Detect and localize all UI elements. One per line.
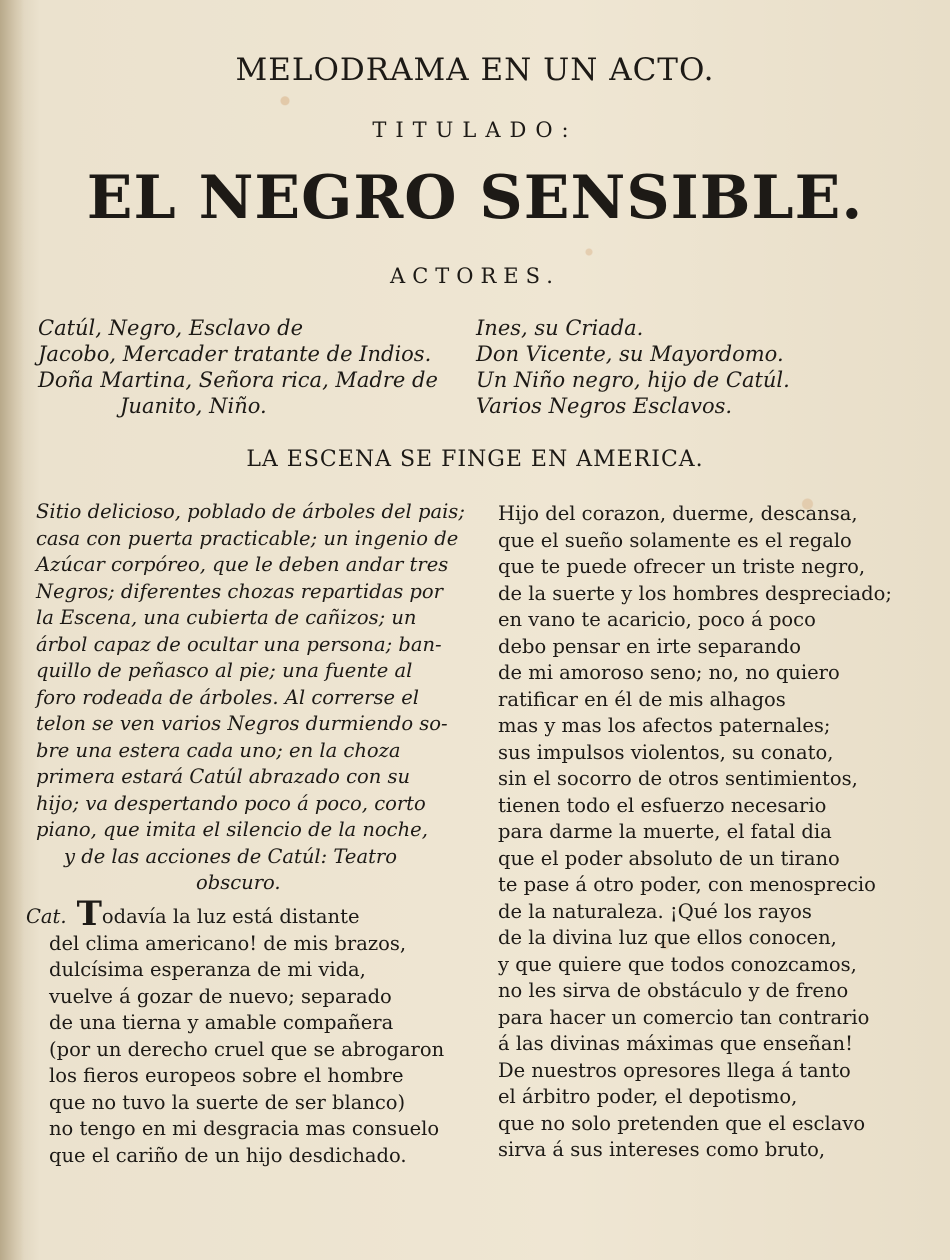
- cast-entry: Un Niño negro, hijo de Catúl.: [476, 368, 790, 392]
- cast-entry: Catúl, Negro, Esclavo de: [38, 316, 304, 340]
- text-line: de una tierna y amable compañera: [49, 1011, 394, 1034]
- stage-direction: [36, 499, 466, 897]
- speech-first-line: [26, 894, 466, 934]
- text-line: para hacer un comercio tan contrario: [498, 1005, 870, 1029]
- cast-entry: Jacobo, Mercader tratante de Indios.: [38, 342, 432, 366]
- cast-list-left: [38, 315, 458, 419]
- text-line: y que quiere que todos conozcamos,: [498, 952, 857, 976]
- text-line: el árbitro poder, el depotismo,: [498, 1085, 798, 1108]
- text-line: vuelve á gozar de nuevo; separado: [49, 984, 392, 1008]
- text-line: árbol capaz de ocultar una persona; ban-: [36, 632, 442, 656]
- text-line: que el sueño solamente es el regalo: [498, 528, 852, 552]
- cast-entry: Varios Negros Esclavos.: [476, 394, 733, 418]
- text-line: que el poder absoluto de un tirano: [498, 846, 840, 870]
- drop-cap: T: [76, 894, 102, 934]
- text-line: bre una estera cada uno; en la choza: [36, 738, 401, 762]
- actores-heading: ACTORES.: [390, 264, 560, 288]
- text-line: de la naturaleza. ¡Qué los rayos: [498, 899, 812, 923]
- text-line: que no solo pretenden que el esclavo: [498, 1111, 866, 1135]
- text-line: y de las acciones de Catúl: Teatro: [64, 844, 397, 868]
- text-line: Hijo del corazon, duerme, descansa,: [498, 502, 858, 525]
- right-column-verse: [490, 501, 920, 1164]
- text-line: piano, que imita el silencio de la noche,: [36, 818, 428, 841]
- text-line: á las divinas máximas que enseñan!: [498, 1032, 853, 1055]
- scene-setting-heading: LA ESCENA SE FINGE EN AMERICA.: [246, 447, 704, 472]
- catul-speech: [26, 894, 466, 1169]
- text-line: sirva á sus intereses como bruto,: [498, 1138, 826, 1161]
- cast-entry: Doña Martina, Señora rica, Madre de: [38, 368, 438, 392]
- text-line: tienen todo el esfuerzo necesario: [498, 793, 827, 817]
- text-line: telon se ven varios Negros durmiendo so-: [36, 712, 448, 735]
- cast-list-right: [476, 315, 896, 419]
- cast-entry: Juanito, Niño.: [120, 394, 267, 418]
- text-line: hijo; va despertando poco á poco, corto: [36, 791, 426, 815]
- play-title: EL NEGRO SENSIBLE.: [86, 163, 864, 233]
- text-line: quillo de peñasco al pie; una fuente al: [36, 659, 413, 682]
- text-line: mas y mas los afectos paternales;: [498, 714, 831, 737]
- text-line: de mi amoroso seno; no, no quiero: [498, 661, 840, 684]
- text-line: para darme la muerte, el fatal dia: [498, 820, 832, 843]
- text-line: de la divina luz que ellos conocen,: [498, 926, 837, 949]
- text-line: ratificar en él de mis alhagos: [498, 687, 786, 711]
- text-line: que te puede ofrecer un triste negro,: [498, 555, 866, 578]
- cast-entry: Ines, su Criada.: [476, 316, 644, 340]
- melodrama-heading: MELODRAMA EN UN ACTO.: [235, 52, 715, 88]
- text-line: que no tuvo la suerte de ser blanco): [49, 1090, 406, 1114]
- text-line: casa con puerta practicable; un ingenio de: [36, 526, 459, 550]
- speaker-label: Cat.: [26, 905, 67, 928]
- text-line: sus impulsos violentos, su conato,: [498, 740, 834, 764]
- text-line: los fieros europeos sobre el hombre: [49, 1064, 404, 1087]
- text-line: que el cariño de un hijo desdichado.: [49, 1143, 407, 1167]
- text-line: odavía la luz está distante: [101, 905, 360, 928]
- cast-entry: Don Vicente, su Mayordomo.: [476, 342, 784, 366]
- text-line: (por un derecho cruel que se abrogaron: [49, 1037, 445, 1061]
- text-line: no les sirva de obstáculo y de freno: [498, 979, 849, 1002]
- text-line: debo pensar en irte separando: [498, 634, 801, 658]
- text-line: no tengo en mi desgracia mas consuelo: [49, 1117, 440, 1140]
- text-line: la Escena, una cubierta de cañizos; un: [36, 606, 417, 629]
- text-line: del clima americano! de mis brazos,: [49, 931, 407, 955]
- text-line: de la suerte y los hombres despreciado;: [498, 581, 892, 605]
- text-line: en vano te acaricio, poco á poco: [498, 608, 816, 631]
- text-line: dulcísima esperanza de mi vida,: [49, 958, 366, 981]
- text-line: De nuestros opresores llega á tanto: [498, 1058, 851, 1082]
- text-line: primera estará Catúl abrazado con su: [36, 765, 411, 788]
- text-line: sin el socorro de otros sentimientos,: [498, 767, 858, 790]
- text-line: Azúcar corpóreo, que le deben andar tres: [36, 553, 449, 576]
- text-line: Negros; diferentes chozas repartidas por: [36, 579, 443, 603]
- text-line: te pase á otro poder, con menosprecio: [498, 873, 876, 896]
- text-line: Sitio delicioso, poblado de árboles del pais;: [36, 500, 465, 523]
- text-line: foro rodeada de árboles. Al correrse el: [36, 685, 420, 709]
- text-line: obscuro.: [196, 871, 281, 894]
- titulado-heading: TITULADO:: [372, 118, 578, 142]
